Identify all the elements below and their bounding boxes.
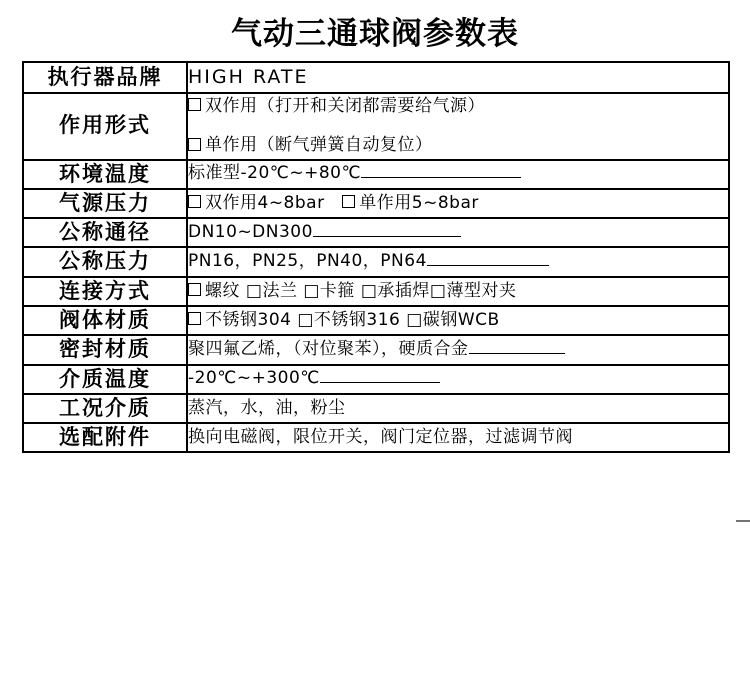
checkbox-icon[interactable] bbox=[188, 195, 201, 208]
row-value-action-type bbox=[187, 93, 729, 160]
row-label-air-supply-pressure: 气源压力 bbox=[23, 189, 187, 218]
fill-in-underline bbox=[469, 353, 565, 354]
row-value-working-medium bbox=[187, 394, 729, 423]
row-label-action-type: 作用形式 bbox=[23, 93, 187, 160]
row-value-actuator-brand bbox=[187, 62, 729, 93]
option-label-2: 单作用5~8bar bbox=[359, 192, 479, 213]
row-value-medium-temperature bbox=[187, 365, 729, 394]
table-row bbox=[23, 306, 729, 335]
table-row bbox=[23, 394, 729, 423]
row-value-ambient-temperature bbox=[187, 160, 729, 189]
value-text: 蒸汽，水，油，粉尘 bbox=[188, 397, 346, 418]
value-wrap[interactable] bbox=[188, 308, 728, 334]
row-value-air-supply-pressure bbox=[187, 189, 729, 218]
table-row bbox=[23, 277, 729, 306]
value-text: DN10~DN300 bbox=[188, 221, 313, 242]
table-row bbox=[23, 335, 729, 364]
row-value-seal-material bbox=[187, 335, 729, 364]
value-text: 换向电磁阀，限位开关，阀门定位器，过滤调节阀 bbox=[188, 427, 573, 448]
checkbox-icon[interactable] bbox=[188, 138, 201, 151]
row-value-optional-accessories bbox=[187, 423, 729, 452]
fill-in-underline bbox=[313, 236, 461, 237]
value-wrap bbox=[188, 191, 728, 217]
page-edge-mark bbox=[736, 520, 750, 522]
spec-table bbox=[22, 61, 730, 453]
page-title: 气动三通球阀参数表 bbox=[231, 16, 519, 52]
value-text: 标准型-20℃~+80℃ bbox=[188, 163, 362, 184]
value-wrap bbox=[188, 220, 728, 246]
value-wrap bbox=[188, 337, 728, 363]
table-row bbox=[23, 365, 729, 394]
value-wrap bbox=[188, 249, 728, 275]
row-label-actuator-brand: 执行器品牌 bbox=[23, 62, 187, 93]
row-label-medium-temperature: 介质温度 bbox=[23, 365, 187, 394]
table-row bbox=[23, 189, 729, 218]
row-label-nominal-pressure: 公称压力 bbox=[23, 247, 187, 276]
row-value-nominal-diameter bbox=[187, 218, 729, 247]
table-row bbox=[23, 247, 729, 276]
checkbox-icon[interactable] bbox=[188, 98, 201, 111]
fill-in-underline bbox=[320, 382, 440, 383]
checkbox-icon[interactable] bbox=[188, 283, 201, 296]
value-text: PN16，PN25，PN40，PN64 bbox=[188, 251, 427, 272]
row-label-body-material: 阀体材质 bbox=[23, 306, 187, 335]
value-text: -20℃~+300℃ bbox=[188, 368, 320, 389]
row-label-optional-accessories: 选配附件 bbox=[23, 423, 187, 452]
row-label-connection-type: 连接方式 bbox=[23, 277, 187, 306]
value-text: 聚四氟乙烯，（对位聚苯），硬质合金 bbox=[188, 339, 469, 360]
table-row bbox=[23, 93, 729, 160]
row-value-connection-type bbox=[187, 277, 729, 306]
row-label-working-medium: 工况介质 bbox=[23, 394, 187, 423]
option-single-acting[interactable] bbox=[188, 133, 728, 159]
table-row bbox=[23, 423, 729, 452]
option-label: 不锈钢304 □不锈钢316 □碳钢WCB bbox=[205, 309, 500, 330]
option-label: 单作用（断气弹簧自动复位） bbox=[205, 135, 433, 155]
fill-in-underline bbox=[427, 265, 549, 266]
option-label: 双作用（打开和关闭都需要给气源） bbox=[205, 95, 485, 116]
table-row bbox=[23, 218, 729, 247]
value-wrap bbox=[188, 366, 728, 392]
option-label: 螺纹 □法兰 □卡箍 □承插焊□薄型对夹 bbox=[205, 280, 517, 301]
value-wrap bbox=[188, 161, 728, 187]
row-label-nominal-diameter: 公称通径 bbox=[23, 218, 187, 247]
row-label-ambient-temperature: 环境温度 bbox=[23, 160, 187, 189]
row-value-body-material bbox=[187, 306, 729, 335]
table-row bbox=[23, 62, 729, 93]
option-double-acting[interactable] bbox=[188, 94, 728, 120]
fill-in-underline bbox=[361, 177, 521, 178]
row-label-seal-material: 密封材质 bbox=[23, 335, 187, 364]
table-row bbox=[23, 160, 729, 189]
value-text: HIGH RATE bbox=[188, 66, 309, 88]
row-value-nominal-pressure bbox=[187, 247, 729, 276]
value-wrap[interactable] bbox=[188, 279, 728, 305]
checkbox-icon[interactable] bbox=[342, 195, 355, 208]
option-label: 双作用4~8bar bbox=[205, 192, 325, 213]
checkbox-icon[interactable] bbox=[188, 312, 201, 325]
